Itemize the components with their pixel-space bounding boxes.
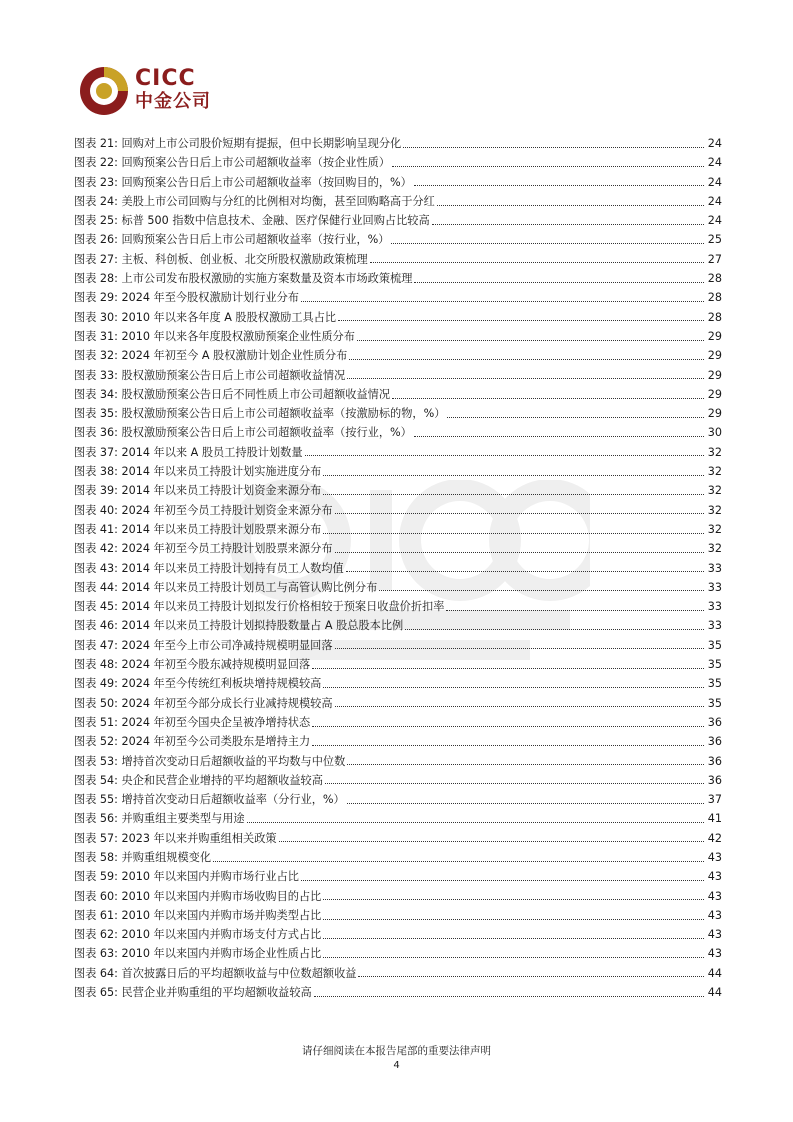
- toc-entry-title: 首次披露日后的平均超额收益与中位数超额收益: [121, 966, 357, 980]
- toc-entry-title: 央企和民营企业增持的平均超额收益较高: [121, 773, 323, 787]
- toc-entry-page: 32: [707, 445, 722, 459]
- toc-entry-leader: [392, 165, 704, 167]
- toc-entry-label: 图表 46:: [74, 619, 118, 633]
- toc-entry-leader: [358, 975, 704, 977]
- toc-entry-page: 36: [707, 735, 722, 749]
- toc-entry-title: 2024 年初至今员工持股计划股票来源分布: [121, 542, 333, 556]
- toc-entry-leader: [379, 589, 704, 591]
- toc-entry-label: 图表 53:: [74, 754, 118, 768]
- toc-entry[interactable]: [74, 153, 722, 172]
- toc-entry[interactable]: [74, 674, 722, 693]
- toc-entry-leader: [446, 609, 704, 611]
- toc-entry[interactable]: [74, 385, 722, 404]
- toc-entry-page: 24: [707, 156, 722, 170]
- toc-entry[interactable]: [74, 887, 722, 906]
- toc-entry-title: 2024 年至今传统红利板块增持规模较高: [121, 677, 322, 691]
- toc-entry-page: 43: [707, 889, 722, 903]
- toc-entry[interactable]: [74, 539, 722, 558]
- toc-entry[interactable]: [74, 327, 722, 346]
- toc-entry-leader: [357, 339, 704, 341]
- toc-entry-page: 32: [707, 522, 722, 536]
- toc-entry-page: 33: [707, 619, 722, 633]
- toc-entry-title: 标普 500 指数中信息技术、金融、医疗保健行业回购占比较高: [121, 214, 430, 228]
- toc-entry-leader: [323, 686, 704, 688]
- logo-text-cn: 中金公司: [135, 91, 211, 112]
- toc-entry-leader: [447, 416, 704, 418]
- logo-text-en: CICC: [135, 66, 196, 91]
- toc-entry[interactable]: [74, 829, 722, 848]
- toc-entry-title: 2014 年以来员工持股计划拟持股数量占 A 股总股本比例: [121, 619, 404, 633]
- toc-entry-title: 2010 年以来国内并购市场并购类型占比: [121, 908, 322, 922]
- toc-entry-title: 2014 年以来员工持股计划持有员工人数均值: [121, 561, 344, 575]
- toc-entry-leader: [323, 937, 704, 939]
- toc-entry-leader: [323, 918, 704, 920]
- toc-entry-label: 图表 48:: [74, 658, 118, 672]
- toc-entry-label: 图表 38:: [74, 465, 118, 479]
- toc-entry-label: 图表 31:: [74, 329, 118, 343]
- toc-entry-page: 29: [707, 329, 722, 343]
- toc-entry-title: 回购预案公告日后上市公司超额收益率（按企业性质）: [121, 156, 391, 170]
- toc-entry-page: 29: [707, 368, 722, 382]
- toc-entry[interactable]: [74, 578, 722, 597]
- cicc-logo: [79, 66, 229, 116]
- toc-entry-label: 图表 27:: [74, 252, 118, 266]
- toc-entry-leader: [347, 802, 704, 804]
- toc-entry-title: 并购重组主要类型与用途: [121, 812, 245, 826]
- toc-entry-leader: [349, 358, 704, 360]
- toc-entry[interactable]: [74, 211, 722, 230]
- toc-entry-leader: [301, 879, 704, 881]
- toc-entry-page: 33: [707, 600, 722, 614]
- toc-entry[interactable]: [74, 713, 722, 732]
- toc-entry-label: 图表 39:: [74, 484, 118, 498]
- toc-entry-label: 图表 57:: [74, 831, 118, 845]
- toc-entry-page: 35: [707, 658, 722, 672]
- toc-entry-leader: [335, 512, 704, 514]
- toc-entry-label: 图表 33:: [74, 368, 118, 382]
- toc-entry-label: 图表 29:: [74, 291, 118, 305]
- toc-entry[interactable]: [74, 732, 722, 751]
- toc-entry-page: 28: [707, 291, 722, 305]
- toc-entry-page: 43: [707, 870, 722, 884]
- toc-entry-page: 32: [707, 465, 722, 479]
- toc-entry-label: 图表 28:: [74, 272, 118, 286]
- toc-entry-page: 29: [707, 407, 722, 421]
- toc-entry[interactable]: [74, 790, 722, 809]
- toc-entry-leader: [325, 782, 704, 784]
- toc-entry-page: 36: [707, 754, 722, 768]
- toc-entry-label: 图表 58:: [74, 850, 118, 864]
- toc-entry-label: 图表 25:: [74, 214, 118, 228]
- toc-entry-leader: [301, 300, 704, 302]
- toc-entry-leader: [414, 184, 704, 186]
- toc-entry-leader: [305, 454, 704, 456]
- toc-entry[interactable]: [74, 597, 722, 616]
- toc-entry-title: 股权激励预案公告日后上市公司超额收益率（按行业，%）: [121, 426, 412, 440]
- toc-entry-label: 图表 56:: [74, 812, 118, 826]
- toc-entry[interactable]: [74, 230, 722, 249]
- toc-entry-page: 44: [707, 986, 722, 1000]
- toc-entry-label: 图表 51:: [74, 715, 118, 729]
- toc-entry-page: 25: [707, 233, 722, 247]
- toc-entry-leader: [312, 667, 704, 669]
- toc-entry-label: 图表 64:: [74, 966, 118, 980]
- toc-entry-label: 图表 24:: [74, 194, 118, 208]
- toc-entry-title: 2010 年以来国内并购市场收购目的占比: [121, 889, 322, 903]
- toc-entry[interactable]: [74, 752, 722, 771]
- page-number: 4: [393, 1060, 400, 1071]
- toc-entry-title: 2014 年以来员工持股计划资金来源分布: [121, 484, 322, 498]
- toc-entry-leader: [213, 860, 704, 862]
- toc-entry-page: 27: [707, 252, 722, 266]
- toc-entry-label: 图表 65:: [74, 986, 118, 1000]
- toc-entry[interactable]: [74, 983, 722, 1002]
- toc-entry[interactable]: [74, 944, 722, 963]
- toc-entry[interactable]: [74, 423, 722, 442]
- toc-entry-title: 2010 年以来各年度股权激励预案企业性质分布: [121, 329, 355, 343]
- toc-entry-page: 43: [707, 850, 722, 864]
- toc-entry-leader: [414, 281, 704, 283]
- toc-entry-title: 股权激励预案公告日后不同性质上市公司超额收益情况: [121, 387, 391, 401]
- toc-entry-leader: [323, 474, 704, 476]
- toc-entry-page: 43: [707, 928, 722, 942]
- toc-entry-label: 图表 21:: [74, 137, 118, 150]
- toc-entry[interactable]: [74, 867, 722, 886]
- toc-entry-label: 图表 23:: [74, 175, 118, 189]
- toc-entry-title: 2024 年初至今 A 股权激励计划企业性质分布: [121, 349, 348, 363]
- toc-entry-page: 35: [707, 677, 722, 691]
- toc-entry-page: 28: [707, 310, 722, 324]
- toc-entry-title: 2014 年以来员工持股计划实施进度分布: [121, 465, 322, 479]
- toc-entry-title: 2023 年以来并购重组相关政策: [121, 831, 277, 845]
- toc-entry-page: 32: [707, 542, 722, 556]
- toc-entry-title: 2010 年以来国内并购市场支付方式占比: [121, 928, 322, 942]
- toc-entry-title: 2024 年初至今股东减持规模明显回落: [121, 658, 311, 672]
- toc-entry-title: 股权激励预案公告日后上市公司超额收益情况: [121, 368, 346, 382]
- toc-entry-title: 增持首次变动日后超额收益的平均数与中位数: [121, 754, 346, 768]
- toc-entry-title: 2024 年至今上市公司净减持规模明显回落: [121, 638, 333, 652]
- toc-entry-leader: [312, 725, 704, 727]
- toc-entry-page: 35: [707, 696, 722, 710]
- toc-entry-leader: [405, 628, 704, 630]
- toc-entry-title: 2014 年以来员工持股计划拟发行价格相较于预案日收盘价折扣率: [121, 600, 445, 614]
- toc-entry-title: 2024 年初至今公司类股东是增持主力: [121, 735, 311, 749]
- toc-entry[interactable]: [74, 462, 722, 481]
- toc-entry-title: 2024 年初至今员工持股计划资金来源分布: [121, 503, 333, 517]
- toc-entry[interactable]: [74, 134, 722, 153]
- toc-entry-label: 图表 60:: [74, 889, 118, 903]
- toc-entry-leader: [312, 744, 704, 746]
- toc-entry-label: 图表 49:: [74, 677, 118, 691]
- toc-entry-leader: [403, 146, 704, 148]
- toc-entry[interactable]: [74, 655, 722, 674]
- toc-entry-title: 回购预案公告日后上市公司超额收益率（按回购目的，%）: [121, 175, 412, 189]
- toc-entry-page: 33: [707, 580, 722, 594]
- toc-entry-leader: [323, 898, 704, 900]
- toc-entry-page: 42: [707, 831, 722, 845]
- toc-entry-label: 图表 40:: [74, 503, 118, 517]
- toc-entry-label: 图表 44:: [74, 580, 118, 594]
- toc-entry-leader: [347, 763, 704, 765]
- toc-entry[interactable]: [74, 636, 722, 655]
- toc-entry[interactable]: [74, 308, 722, 327]
- toc-entry-label: 图表 45:: [74, 600, 118, 614]
- toc-entry-leader: [323, 532, 704, 534]
- toc-entry-label: 图表 63:: [74, 947, 118, 961]
- toc-entry-label: 图表 42:: [74, 542, 118, 556]
- toc-entry-label: 图表 37:: [74, 445, 118, 459]
- toc-entry[interactable]: [74, 559, 722, 578]
- toc-entry-leader: [391, 242, 704, 244]
- toc-entry[interactable]: [74, 925, 722, 944]
- toc-entry[interactable]: [74, 346, 722, 365]
- toc-entry-title: 2024 年至今股权激励计划行业分布: [121, 291, 299, 305]
- toc-entry-page: 43: [707, 908, 722, 922]
- toc-entry-page: 41: [707, 812, 722, 826]
- toc-entry-title: 2024 年初至今部分成长行业减持规模较高: [121, 696, 333, 710]
- toc-entry-page: 32: [707, 484, 722, 498]
- toc-entry-leader: [432, 223, 704, 225]
- legal-disclaimer-note: 请仔细阅读在本报告尾部的重要法律声明: [302, 1045, 491, 1057]
- toc-entry[interactable]: [74, 366, 722, 385]
- toc-entry[interactable]: [74, 694, 722, 713]
- toc-entry-page: 29: [707, 349, 722, 363]
- toc-entry-title: 2010 年以来各年度 A 股股权激励工具占比: [121, 310, 337, 324]
- table-of-figures: [74, 134, 722, 1002]
- toc-entry-leader: [335, 705, 704, 707]
- toc-entry-page: 24: [707, 214, 722, 228]
- toc-entry[interactable]: [74, 269, 722, 288]
- toc-entry-label: 图表 36:: [74, 426, 118, 440]
- toc-entry-label: 图表 34:: [74, 387, 118, 401]
- toc-entry-page: 44: [707, 966, 722, 980]
- toc-entry[interactable]: [74, 481, 722, 500]
- toc-entry-leader: [392, 397, 704, 399]
- toc-entry-label: 图表 22:: [74, 156, 118, 170]
- toc-entry-label: 图表 52:: [74, 735, 118, 749]
- toc-entry-page: 33: [707, 561, 722, 575]
- toc-entry-leader: [335, 551, 704, 553]
- toc-entry-leader: [323, 493, 704, 495]
- toc-entry-page: 24: [707, 137, 722, 150]
- toc-entry-page: 24: [707, 175, 722, 189]
- toc-entry-leader: [323, 956, 704, 958]
- toc-entry-title: 2014 年以来员工持股计划股票来源分布: [121, 522, 322, 536]
- toc-entry-title: 主板、科创板、创业板、北交所股权激励政策梳理: [121, 252, 368, 266]
- toc-entry-label: 图表 54:: [74, 773, 118, 787]
- toc-entry[interactable]: [74, 250, 722, 269]
- toc-entry[interactable]: [74, 964, 722, 983]
- toc-entry-leader: [279, 840, 704, 842]
- toc-entry-label: 图表 61:: [74, 908, 118, 922]
- toc-entry-label: 图表 30:: [74, 310, 118, 324]
- toc-entry-label: 图表 41:: [74, 522, 118, 536]
- toc-entry-page: 24: [707, 194, 722, 208]
- toc-entry[interactable]: [74, 173, 722, 192]
- toc-entry-leader: [414, 435, 704, 437]
- toc-entry-label: 图表 32:: [74, 349, 118, 363]
- toc-entry-title: 民营企业并购重组的平均超额收益较高: [121, 986, 312, 1000]
- toc-entry-title: 2010 年以来国内并购市场行业占比: [121, 870, 299, 884]
- toc-entry[interactable]: [74, 848, 722, 867]
- toc-entry-label: 图表 55:: [74, 793, 118, 807]
- toc-entry-leader: [346, 570, 704, 572]
- toc-entry-label: 图表 43:: [74, 561, 118, 575]
- toc-entry-page: 29: [707, 387, 722, 401]
- toc-entry-leader: [370, 261, 704, 263]
- toc-entry-title: 股权激励预案公告日后上市公司超额收益率（按激励标的物，%）: [121, 407, 446, 421]
- toc-entry-page: 36: [707, 773, 722, 787]
- toc-entry[interactable]: [74, 771, 722, 790]
- toc-entry-label: 图表 35:: [74, 407, 118, 421]
- toc-entry-label: 图表 62:: [74, 928, 118, 942]
- toc-entry[interactable]: [74, 809, 722, 828]
- toc-entry-page: 30: [707, 426, 722, 440]
- toc-entry-title: 2024 年初至今国央企呈被净增持状态: [121, 715, 311, 729]
- toc-entry-title: 增持首次变动日后超额收益率（分行业，%）: [121, 793, 345, 807]
- toc-entry[interactable]: [74, 501, 722, 520]
- toc-entry-leader: [247, 821, 704, 823]
- toc-entry-page: 43: [707, 947, 722, 961]
- toc-entry-title: 回购预案公告日后上市公司超额收益率（按行业，%）: [121, 233, 390, 247]
- toc-entry-leader: [335, 647, 704, 649]
- toc-entry-label: 图表 59:: [74, 870, 118, 884]
- toc-entry[interactable]: [74, 192, 722, 211]
- toc-entry[interactable]: [74, 616, 722, 635]
- toc-entry-label: 图表 50:: [74, 696, 118, 710]
- toc-entry-title: 美股上市公司回购与分红的比例相对均衡，甚至回购略高于分红: [121, 194, 435, 208]
- toc-entry[interactable]: [74, 443, 722, 462]
- toc-entry[interactable]: [74, 404, 722, 423]
- toc-entry-label: 图表 26:: [74, 233, 118, 247]
- toc-entry-title: 并购重组规模变化: [121, 850, 212, 864]
- toc-entry[interactable]: [74, 520, 722, 539]
- toc-entry-label: 图表 47:: [74, 638, 118, 652]
- toc-entry-page: 35: [707, 638, 722, 652]
- toc-entry-title: 2014 年以来员工持股计划员工与高管认购比例分布: [121, 580, 378, 594]
- toc-entry-leader: [347, 377, 704, 379]
- toc-entry-title: 上市公司发布股权激励的实施方案数量及资本市场政策梳理: [121, 272, 413, 286]
- toc-entry-title: 2014 年以来 A 股员工持股计划数量: [121, 445, 303, 459]
- toc-entry-page: 32: [707, 503, 722, 517]
- toc-entry-page: 28: [707, 272, 722, 286]
- toc-entry-leader: [437, 204, 704, 206]
- toc-entry-leader: [314, 995, 704, 997]
- cicc-logo-mark-icon: [79, 66, 129, 116]
- toc-entry-page: 36: [707, 715, 722, 729]
- toc-entry-leader: [338, 319, 704, 321]
- toc-entry-title: 回购对上市公司股价短期有提振，但中长期影响呈现分化: [121, 137, 402, 150]
- toc-entry[interactable]: [74, 906, 722, 925]
- toc-entry[interactable]: [74, 288, 722, 307]
- toc-entry-title: 2010 年以来国内并购市场企业性质占比: [121, 947, 322, 961]
- toc-entry-page: 37: [707, 793, 722, 807]
